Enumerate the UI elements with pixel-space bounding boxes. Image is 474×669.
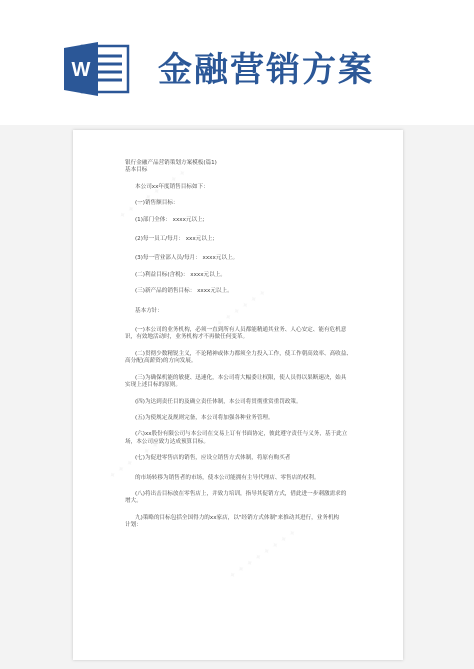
- document-body: [125, 160, 383, 530]
- banner-header: [0, 0, 474, 125]
- paragraph: (3)每一营业部人员/每月： xxxx元以上。: [135, 255, 239, 262]
- paragraph: (四)为达到责任目的及确立责任体制，本公司将贯彻重赏重罚政策。: [135, 398, 302, 405]
- paragraph: (六)xx股份有限公司与本公司在交易上订有书面协定，彼此遵守责任与义务，基于此立: [135, 431, 348, 438]
- paragraph: (三)新产品的销售目标： xxxx元以上。: [135, 288, 233, 295]
- section-heading: 基本目标: [125, 167, 148, 174]
- paragraph: (二)利益目标(含税)： xxxx元以上。: [135, 271, 226, 278]
- paragraph: (一)本公司的业务机构，必须一直到所有人员都能精通其业务、人心安定、能有危机意: [135, 327, 347, 334]
- word-document-icon: [62, 40, 134, 98]
- word-logo-letter: W: [71, 59, 91, 81]
- paragraph: (二)贯彻少数精锐主义，不论精神或体力都须全力投入工作，使工作朝高效率、高收益、: [135, 350, 352, 357]
- paragraph: 本公司xx年度销售目标如下：: [135, 183, 209, 190]
- paragraph: 九)策略的目标包括全国得力的xx家店，以"经销方式体制"来推动其进行，业务机构: [135, 514, 340, 521]
- paragraph: (五)为使规定及规则完备，本公司将加强各种业务管理。: [135, 414, 274, 421]
- paragraph: (一)销售额目标：: [135, 200, 179, 207]
- paragraph: 高分配(高薪资)的方向发展。: [125, 358, 197, 365]
- paragraph: 实现上述目标的原则。: [125, 382, 181, 389]
- paragraph: (2)每一员工/每月： xxx元以上;: [135, 236, 215, 243]
- paragraph: 的市场转移为销售者的市场，使本公司能拥有主导代理店、零售店的权利。: [135, 474, 320, 481]
- paragraph: 场，本公司应致力达成预算目标。: [125, 438, 209, 445]
- watermark: [227, 528, 299, 582]
- paragraph: 计划：: [125, 522, 142, 529]
- paragraph: (三)为确保机能的敏捷、迅速化，本公司将大幅委让权限，使人员得以果断速决，始具: [135, 374, 347, 381]
- paragraph: 增大。: [125, 498, 142, 505]
- paragraph: (八)将出击目标放在零售店上，并致力培训，指导其促销方式，借此进一步刺激需求的: [135, 490, 347, 497]
- paragraph: 识，有效地活动时，业务机构才不再做任何变革。: [125, 334, 249, 341]
- banner-title: 金融营销方案: [158, 50, 374, 90]
- section-heading: 基本方针：: [135, 307, 163, 314]
- paragraph: (1)部门全体： xxxx元以上;: [135, 216, 205, 223]
- document-page[interactable]: [73, 130, 403, 660]
- paragraph: (七)为促进零售店的销售，应设立销售方式体制，将原有购买者: [135, 455, 291, 462]
- document-title: 银行金融产品营销策划方案模板(篇1): [125, 160, 217, 166]
